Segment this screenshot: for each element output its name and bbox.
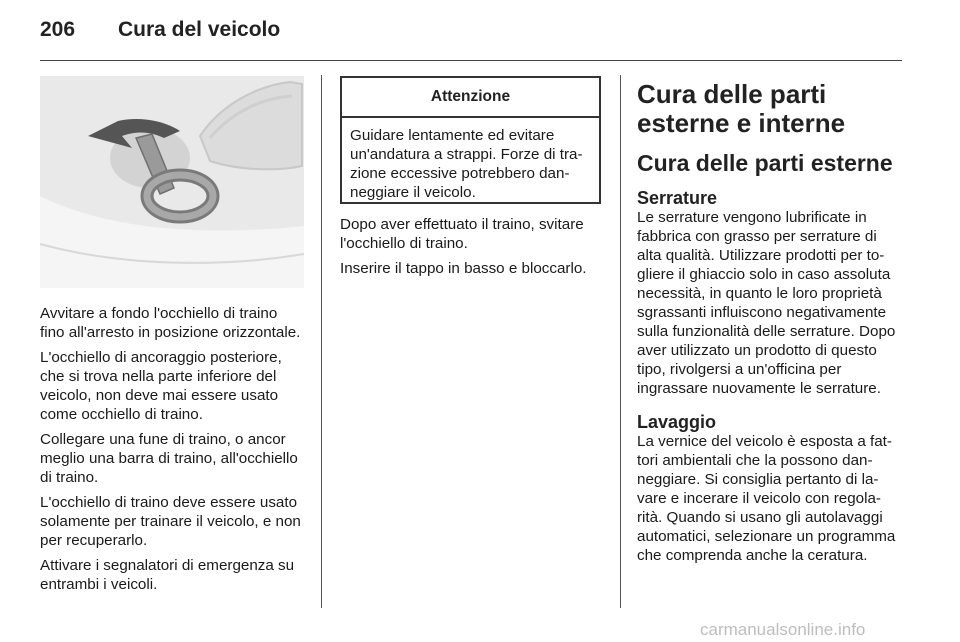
paragraph: Inserire il tappo in basso e bloccarlo. bbox=[340, 260, 587, 277]
section-heading: Cura delle parti esterne e interne bbox=[637, 79, 846, 138]
page-header bbox=[40, 18, 280, 42]
paragraph: L'occhiello di traino deve essere usato solamente per trainare il veicolo, e non per recuperarlo. bbox=[40, 494, 301, 549]
subsection-heading: Cura delle parti esterne bbox=[637, 150, 893, 176]
paragraph: Avvitare a fondo l'occhiello di traino fino all'arresto in posizione orizzontale. bbox=[40, 305, 301, 341]
paragraph: Le serrature vengono lubrificate in fabbrica con grasso per serrature di alta qualità. Utilizzare prodotti per togliere il ghiaccio solo in caso assoluta necessità, in quanto le loro proprietà sgrassanti influiscono negativamente sulla funzionalità delle serrature. Dopo aver utilizzato un prodotto di questo tipo, rivolgersi a un'officina per ingrassare nuovamente le serrature. bbox=[637, 209, 896, 397]
column-divider bbox=[321, 75, 322, 608]
middle-column bbox=[340, 215, 603, 284]
header-rule bbox=[40, 60, 902, 61]
topic-heading: Lavaggio bbox=[637, 412, 717, 432]
paragraph: L'occhiello di ancoraggio posteriore, che si trova nella parte inferiore del veicolo, non deve mai essere usato come occhiello di traino. bbox=[40, 349, 282, 423]
topic-heading: Serrature bbox=[637, 188, 718, 208]
warning-text: Guidare lentamente ed evitare un'andatura a strappi. Forze di trazione eccessive potrebbero danneggiare il veicolo. bbox=[350, 127, 583, 201]
warning-title: Attenzione bbox=[342, 78, 599, 118]
right-column bbox=[637, 80, 901, 571]
watermark: carmanualsonline.info bbox=[700, 620, 866, 639]
paragraph: La vernice del veicolo è esposta a fattori ambientali che la possono danneggiare. Si consiglia pertanto di lavare e incerare il veicolo con regolarità. Quando si usano gli autolavaggi automatici, selezionare un programma che comprenda anche la ceratura. bbox=[637, 433, 896, 564]
column-divider bbox=[620, 75, 621, 608]
tow-eye-drawing bbox=[40, 76, 304, 288]
page-title: Cura del veicolo bbox=[118, 18, 281, 41]
tow-eye-illustration bbox=[40, 76, 304, 288]
warning-box bbox=[340, 76, 601, 204]
left-column bbox=[40, 304, 306, 600]
paragraph: Collegare una fune di traino, o ancor meglio una barra di traino, all'occhiello di traino. bbox=[40, 431, 298, 486]
paragraph: Dopo aver effettuato il traino, svitare l'occhiello di traino. bbox=[340, 216, 584, 252]
paragraph: Attivare i segnalatori di emergenza su entrambi i veicoli. bbox=[40, 557, 295, 593]
page-number: 206 bbox=[40, 18, 76, 41]
